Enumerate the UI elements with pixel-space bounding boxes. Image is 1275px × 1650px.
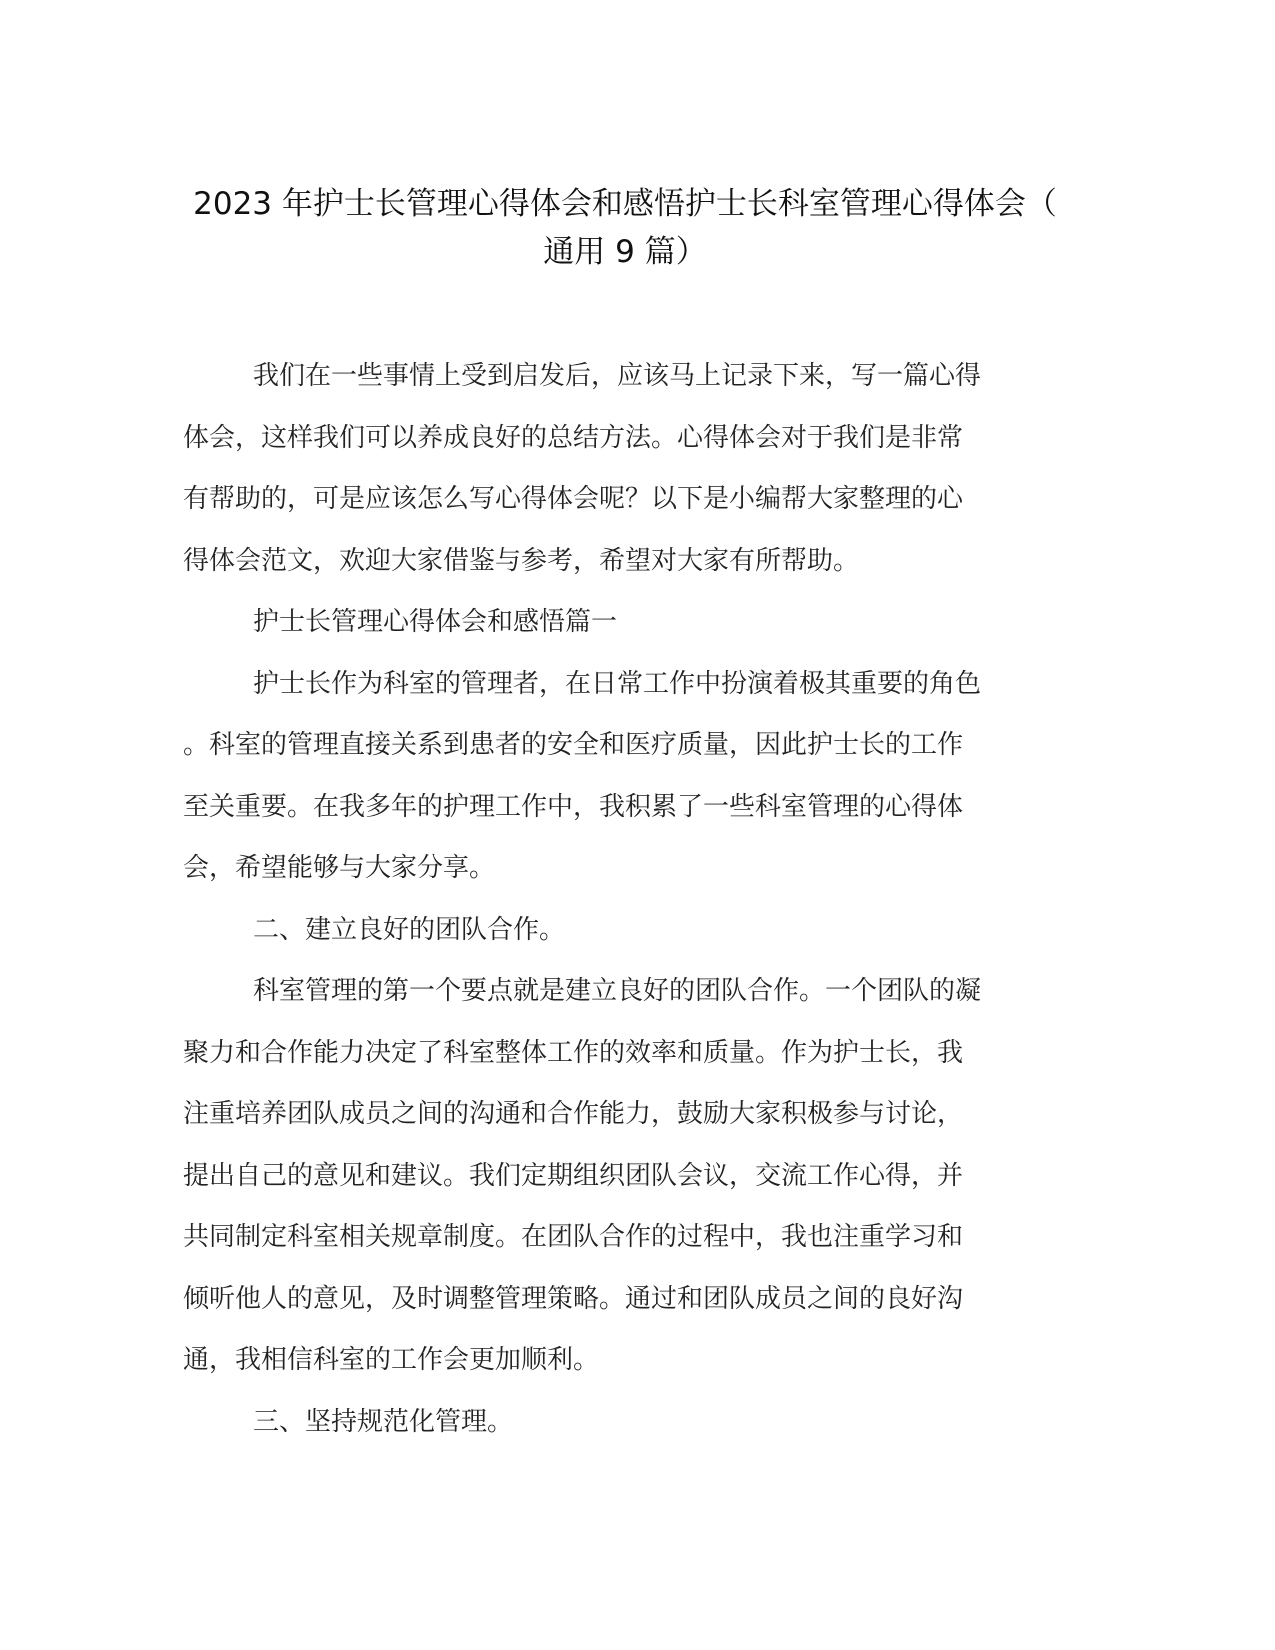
paragraph-line: 注重培养团队成员之间的沟通和合作能力，鼓励大家积极参与讨论， bbox=[183, 1099, 964, 1129]
document-body bbox=[183, 346, 1063, 1453]
paragraph-line: 通，我相信科室的工作会更加顺利。 bbox=[183, 1345, 600, 1375]
section-heading: 三、坚持规范化管理。 bbox=[253, 1406, 514, 1437]
title-line-2: 通用 9 篇） bbox=[543, 234, 707, 270]
title-line-1: 2023 年护士长管理心得体会和感悟护士长科室管理心得体会（ bbox=[193, 186, 1057, 222]
section-heading: 护士长管理心得体会和感悟篇一 bbox=[253, 607, 618, 637]
paragraph-line: 科室管理的第一个要点就是建立良好的团队合作。一个团队的凝 bbox=[253, 976, 982, 1006]
paragraph-line: 至关重要。在我多年的护理工作中，我积累了一些科室管理的心得体 bbox=[183, 791, 964, 822]
paragraph-line: 我们在一些事情上受到启发后，应该马上记录下来，写一篇心得 bbox=[253, 361, 982, 391]
paragraph-line: 体会，这样我们可以养成良好的总结方法。心得体会对于我们是非常 bbox=[183, 422, 964, 453]
paragraph-line: 得体会范文，欢迎大家借鉴与参考，希望对大家有所帮助。 bbox=[183, 545, 860, 576]
paragraph-line: 。科室的管理直接关系到患者的安全和医疗质量，因此护士长的工作 bbox=[183, 730, 964, 760]
paragraph-line: 提出自己的意见和建议。我们定期组织团队会议，交流工作心得，并 bbox=[183, 1160, 964, 1191]
paragraph-line: 会，希望能够与大家分享。 bbox=[183, 853, 496, 883]
paragraph-line: 共同制定科室相关规章制度。在团队合作的过程中，我也注重学习和 bbox=[183, 1222, 964, 1252]
paragraph-line: 倾听他人的意见，及时调整管理策略。通过和团队成员之间的良好沟 bbox=[183, 1283, 964, 1314]
paragraph-line: 有帮助的，可是应该怎么写心得体会呢？以下是小编帮大家整理的心 bbox=[183, 484, 964, 514]
paragraph-line: 护士长作为科室的管理者，在日常工作中扮演着极其重要的角色 bbox=[253, 668, 982, 699]
paragraph-line: 聚力和合作能力决定了科室整体工作的效率和质量。作为护士长，我 bbox=[183, 1037, 964, 1068]
document-title bbox=[170, 180, 1080, 276]
section-heading: 二、建立良好的团队合作。 bbox=[253, 914, 566, 945]
